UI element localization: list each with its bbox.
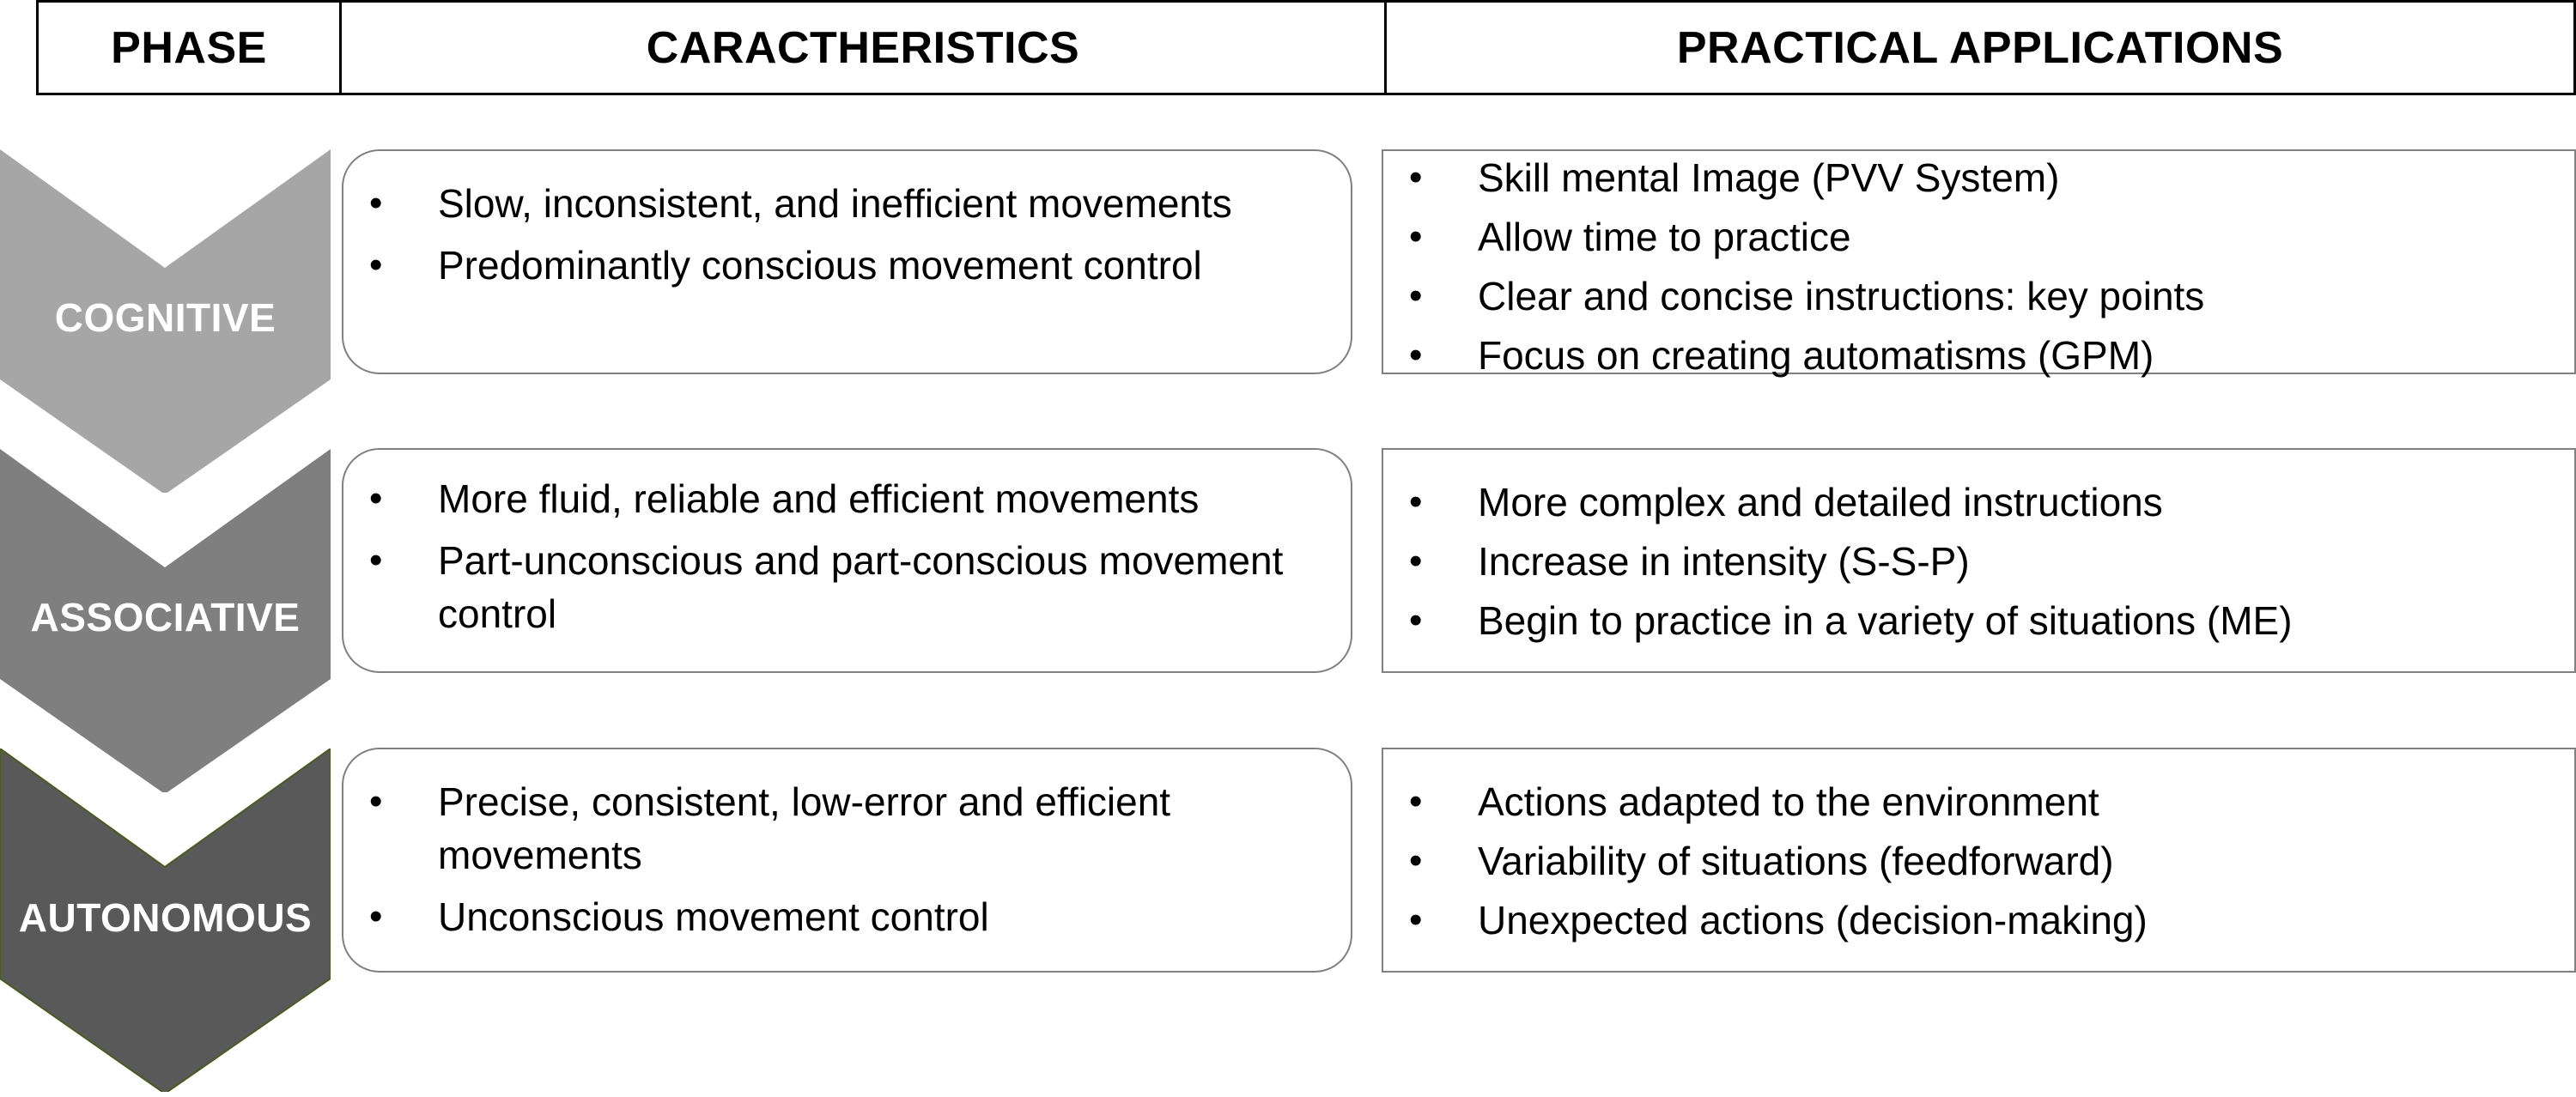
cognitive-characteristics-box [342, 149, 1352, 374]
autonomous-applications-box [1382, 748, 2576, 973]
list-item: • Actions adapted to the environment [1383, 775, 2574, 828]
practical-applications-header: PRACTICAL APPLICATIONS [1384, 0, 2576, 95]
cognitive-applications-box [1382, 149, 2576, 378]
list-item: • Begin to practice in a variety of situations (ME) [1383, 594, 2574, 647]
characteristics-header: CARACTHERISTICS [339, 0, 1387, 95]
list-item: • Precise, consistent, low-error and efficient movements [343, 775, 1351, 882]
list-item: • More fluid, reliable and efficient movements [343, 472, 1351, 525]
associative-characteristics-box [342, 448, 1352, 673]
list-item: • Clear and concise instructions: key points [1383, 270, 2574, 323]
list-item: • Allow time to practice [1383, 210, 2574, 264]
list-item: • Variability of situations (feedforward) [1383, 834, 2574, 888]
phase-label-associative: ASSOCIATIVE [30, 595, 301, 639]
list-item: • More complex and detailed instructions [1383, 476, 2574, 529]
list-item: • Predominantly conscious movement control [343, 239, 1351, 292]
list-item: • Skill mental Image (PVV System) [1383, 151, 2574, 204]
list-item: • Slow, inconsistent, and inefficient movements [343, 177, 1351, 230]
associative-applications-box [1382, 448, 2576, 673]
list-item: • Increase in intensity (S-S-P) [1383, 535, 2574, 588]
phase-label-autonomous: AUTONOMOUS [18, 895, 313, 940]
list-item: • Unconscious movement control [343, 890, 1351, 943]
list-item: • Focus on creating automatisms (GPM) [1383, 329, 2574, 382]
list-item: • Unexpected actions (decision-making) [1383, 894, 2574, 947]
phase-header: PHASE [36, 0, 342, 95]
autonomous-characteristics-box [342, 748, 1352, 973]
phase-label-cognitive: COGNITIVE [54, 295, 276, 340]
list-item: • Part-unconscious and part-conscious movement control [343, 534, 1351, 640]
